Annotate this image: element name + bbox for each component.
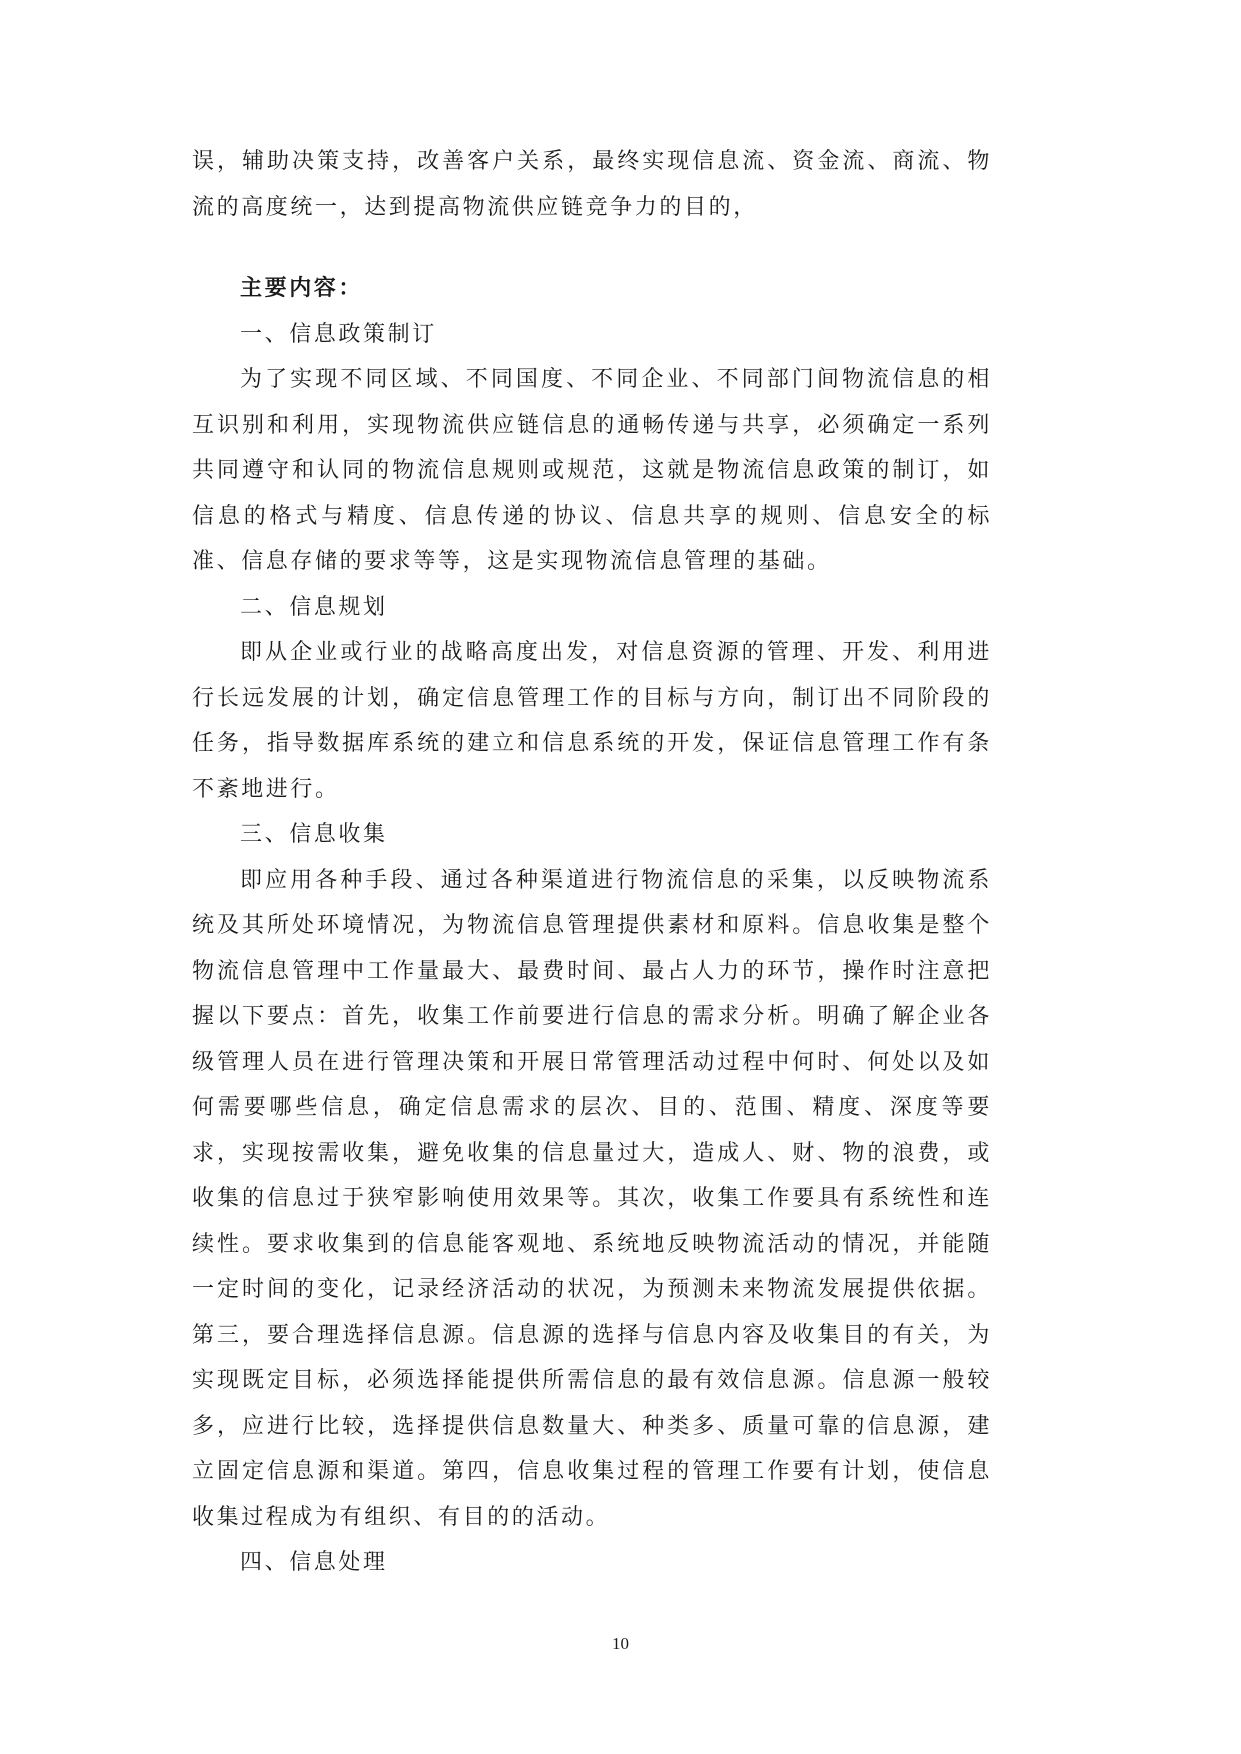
intro-continuation-paragraph: 误，辅助决策支持，改善客户关系，最终实现信息流、资金流、商流、物流的高度统一，达到提高物流供应链竞争力的目的， <box>192 149 992 220</box>
section-heading-collection: 三、信息收集 <box>240 822 388 847</box>
section-body-planning: 即从企业或行业的战略高度出发，对信息资源的管理、开发、利用进行长远发展的计划，确定信息管理工作的目标与方向，制订出不同阶段的任务，指导数据库系统的建立和信息系统的开发，保证信息管理工作有条不紊地进行。 <box>192 640 992 802</box>
section-heading-processing: 四、信息处理 <box>240 1550 388 1575</box>
main-content-section <box>192 266 992 1586</box>
section-body-policy: 为了实现不同区域、不同国度、不同企业、不同部门间物流信息的相互识别和利用，实现物流供应链信息的通畅传递与共享，必须确定一系列共同遵守和认同的物流信息规则或规范，这就是物流信息政策的制订，如信息的格式与精度、信息传递的协议、信息共享的规则、信息安全的标准、信息存储的要求等等，这是实现物流信息管理的基础。 <box>192 367 992 574</box>
section-heading-planning: 二、信息规划 <box>240 594 388 620</box>
section-body-collection: 即应用各种手段、通过各种渠道进行物流信息的采集，以反映物流系统及其所处环境情况，为物流信息管理提供素材和原料。信息收集是整个物流信息管理中工作量最大、最费时间、最占人力的环节，操作时注意把握以下要点：首先，收集工作前要进行信息的需求分析。明确了解企业各级管理人员在进行管理决策和开展日常管理活动过程中何时、何处以及如何需要哪些信息，确定信息需求的层次、目的、范围、精度、深度等要求，实现按需收集，避免收集的信息量过大，造成人、财、物的浪费，或收集的信息过于狭窄影响使用效果等。其次，收集工作要具有系统性和连续性。要求收集到的信息能客观地、系统地反映物流活动的情况，并能随一定时间的变化，记录经济活动的状况，为预测未来物流发展提供依据。第三，要合理选择信息源。信息源的选择与信息内容及收集目的有关，为实现既定目标，必须选择能提供所需信息的最有效信息源。信息源一般较多，应进行比较，选择提供信息数量大、种类多、质量可靠的信息源，建立固定信息源和渠道。第四，信息收集过程的管理工作要有计划，使信息收集过程成为有组织、有目的的活动。 <box>192 867 992 1530</box>
main-content-title: 主要内容： <box>240 275 364 301</box>
body-text-top <box>192 139 992 230</box>
page-number: 10 <box>612 1634 629 1653</box>
section-heading-policy: 一、信息政策制订 <box>240 321 437 347</box>
